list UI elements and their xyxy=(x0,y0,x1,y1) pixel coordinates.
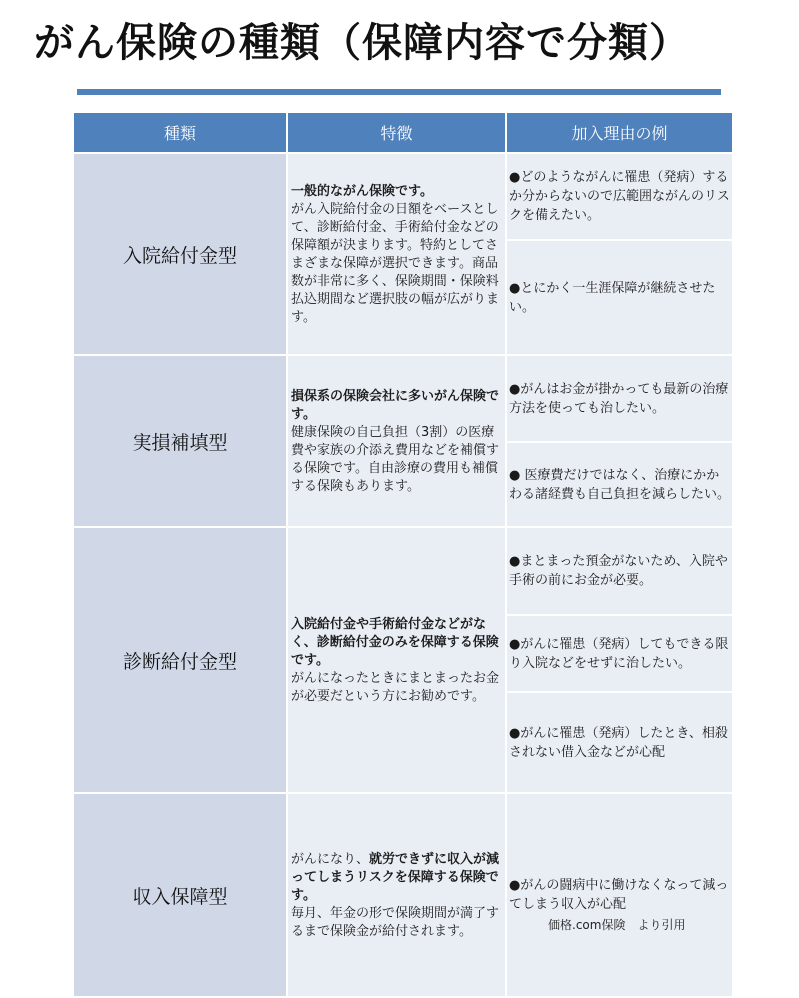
reason-cell: ●がんの闘病中に働けなくなって減ってしまう収入が心配 xyxy=(507,794,734,998)
feature-prefix: がんになり、 xyxy=(291,852,370,867)
feature-body: 毎月、年金の形で保険期間が満了するまで保険金が給付されます。 xyxy=(291,906,500,939)
type-cell: 収入保障型 xyxy=(74,794,288,998)
feature-cell xyxy=(288,356,507,528)
source-credit: 価格.com保険 より引用 xyxy=(548,918,686,932)
feature-lead: 入院給付金や手術給付金などがなく、診断給付金のみを保障する保険です。 xyxy=(291,617,499,668)
reason-cell: ●がんに罹患（発病）してもできる限り入院などをせずに治したい。 xyxy=(507,616,734,693)
feature-cell xyxy=(288,528,507,794)
title-underline xyxy=(77,89,721,95)
feature-cell xyxy=(288,794,507,998)
reason-cell: ●とにかく一生涯保障が継続させたい。 xyxy=(507,241,734,356)
reason-cell: ●がんはお金が掛かっても最新の治療方法を使っても治したい。 xyxy=(507,356,734,443)
type-cell: 入院給付金型 xyxy=(74,154,288,356)
header-feature: 特徴 xyxy=(288,113,507,154)
page-title: がん保険の種類（保障内容で分類） xyxy=(34,20,690,66)
header-type: 種類 xyxy=(74,113,288,154)
reason-cell: ● 医療費だけではなく、治療にかかわる諸経費も自己負担を減らしたい。 xyxy=(507,443,734,528)
reason-cell: ●どのようながんに罹患（発病）するか分からないので広範囲ながんのリスクを備えたい。 xyxy=(507,154,734,241)
feature-cell xyxy=(288,154,507,356)
type-cell: 診断給付金型 xyxy=(74,528,288,794)
feature-body: 健康保険の自己負担（3割）の医療費や家族の介添え費用などを補償する保険です。自由診療の費用も補償する保険もあります。 xyxy=(291,425,500,494)
feature-lead: 就労できずに収入が減ってしまうリスクを保障する保険です。 xyxy=(291,852,500,903)
type-cell: 実損補填型 xyxy=(74,356,288,528)
feature-lead: 一般的ながん保険です。 xyxy=(291,184,433,199)
feature-body: がん入院給付金の日額をベースとして、診断給付金、手術給付金などの保障額が決まります。特約としてさまざまな保障が選択できます。商品数が非常に多く、保険期間・保険料払込期間など選択肢の幅が広がります。 xyxy=(291,202,500,325)
feature-lead: 損保系の保険会社に多いがん保険です。 xyxy=(291,389,500,422)
reason-cell: ●まとまった預金がないため、入院や手術の前にお金が必要。 xyxy=(507,528,734,616)
reason-cell: ●がんに罹患（発病）したとき、相殺されない借入金などが心配 xyxy=(507,693,734,794)
feature-body: がんになったときにまとまったお金が必要だという方にお勧めです。 xyxy=(291,671,500,704)
header-reason: 加入理由の例 xyxy=(507,113,734,154)
feature-text xyxy=(291,851,503,905)
